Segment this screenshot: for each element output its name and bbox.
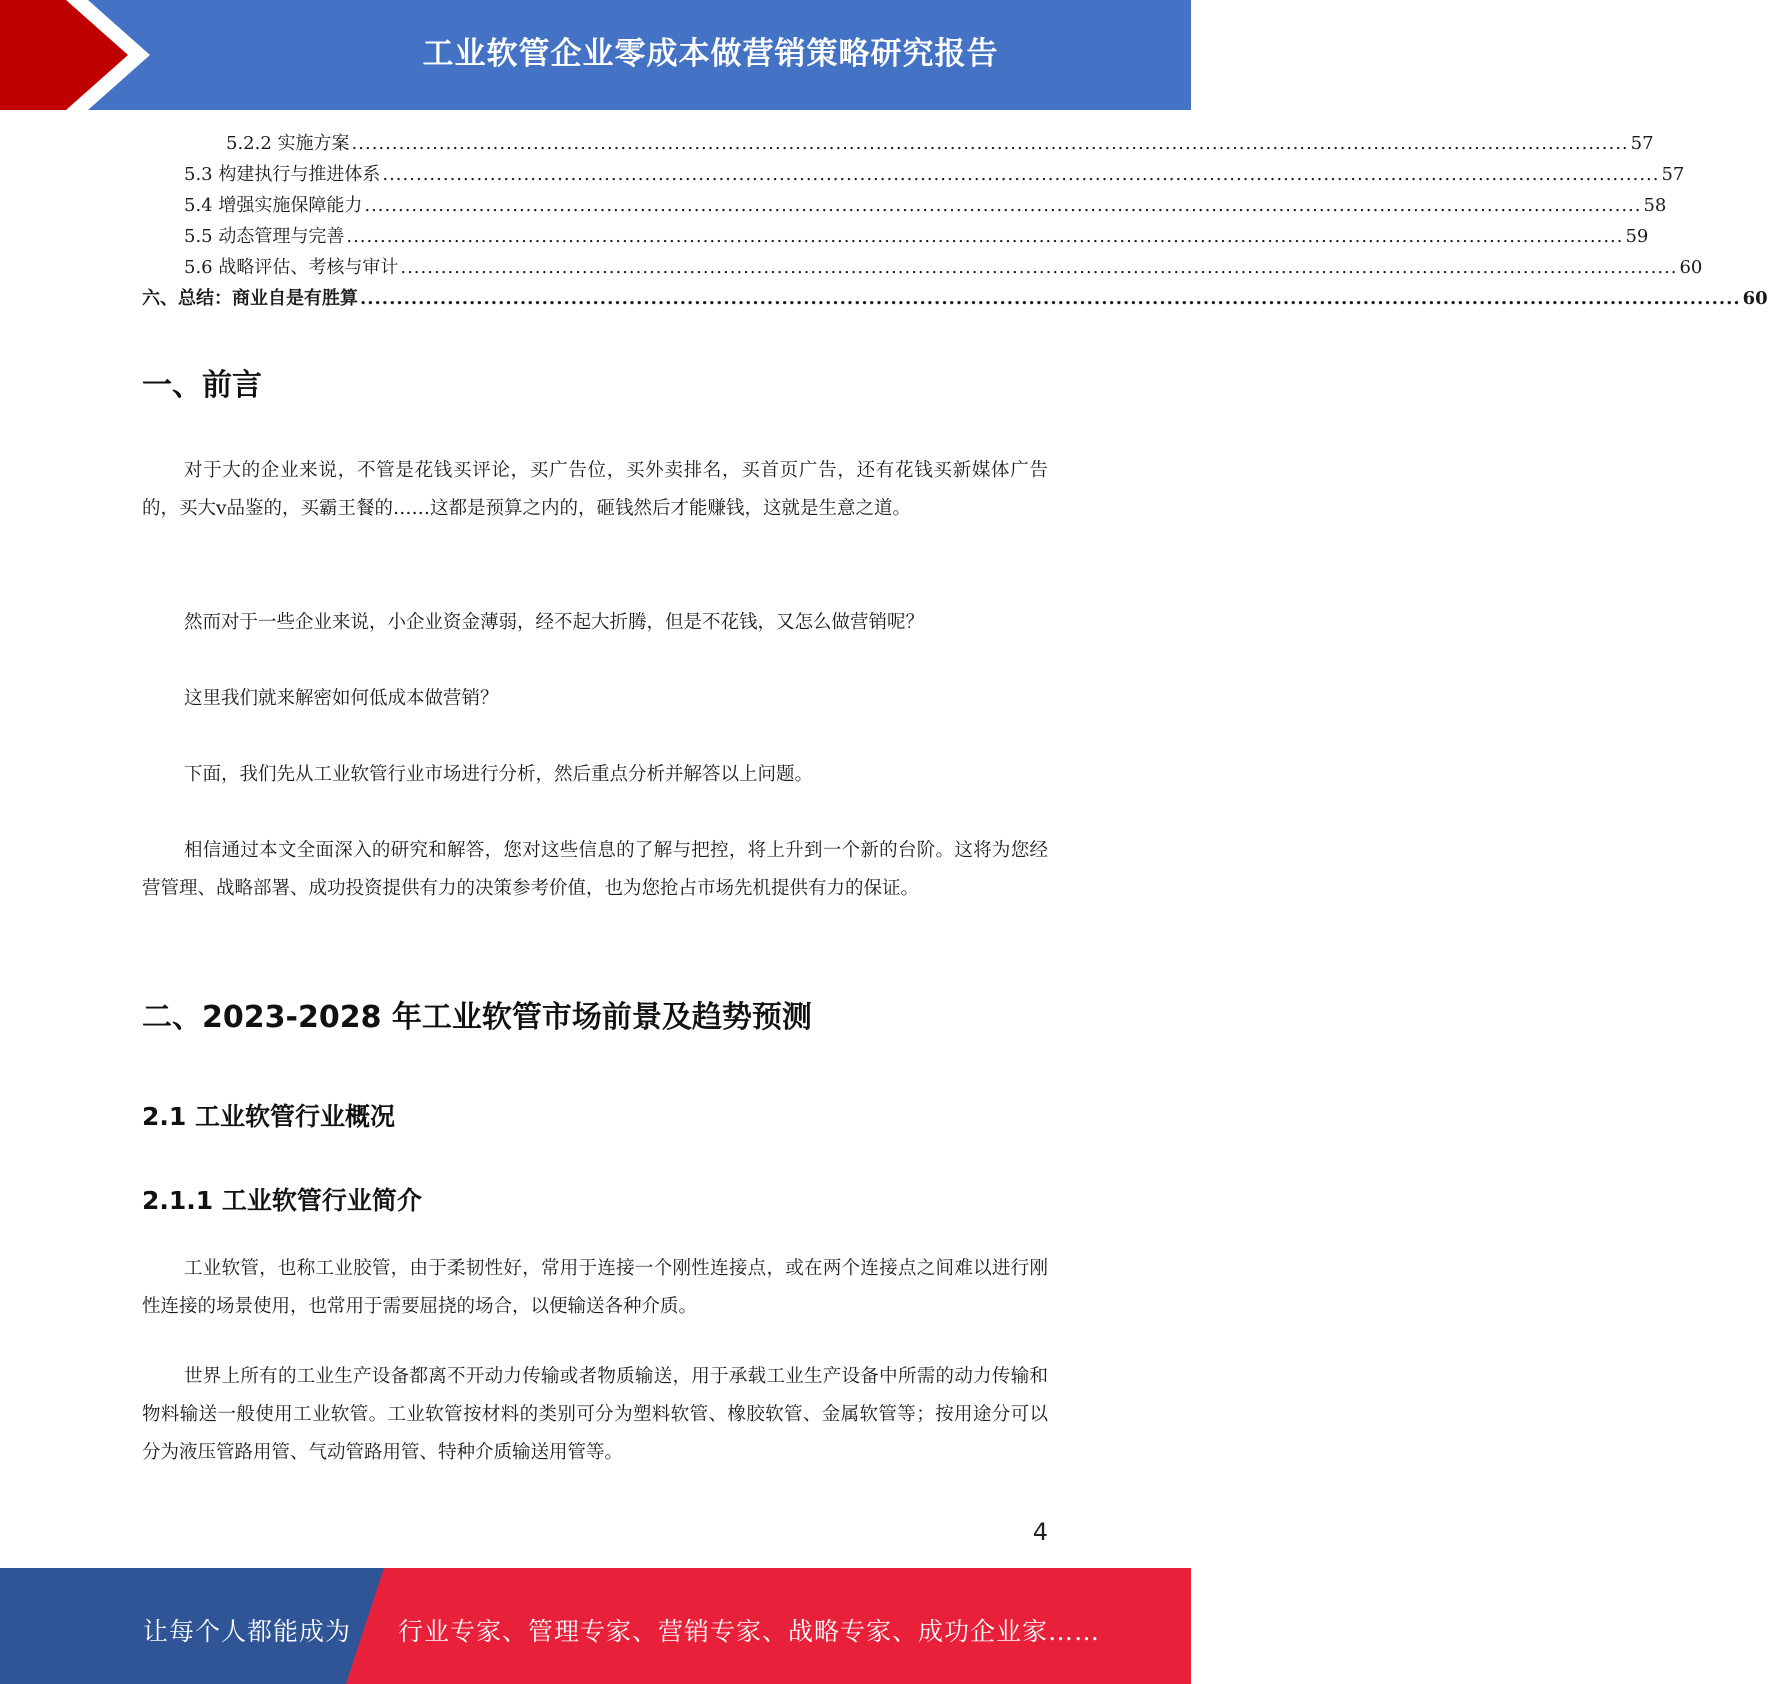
paragraph: 这里我们就来解密如何低成本做营销？ (184, 688, 499, 709)
toc-label: 5.2.2 实施方案 (226, 133, 350, 154)
toc-leader: .............................................................................................................................................................................................. (364, 195, 1642, 216)
toc-entry[interactable] (142, 284, 1768, 315)
section-heading-market-forecast: 二、2023-2028 年工业软管市场前景及趋势预测 (142, 1000, 812, 1035)
toc-leader: .............................................................................................................................................................................................. (360, 288, 1741, 309)
toc-label: 5.5 动态管理与完善 (184, 226, 345, 247)
red-chevron-icon (0, 0, 150, 110)
footer-slogan-right: 行业专家、管理专家、营销专家、战略专家、成功企业家…… (398, 1617, 1101, 1646)
toc-page: 60 (1679, 257, 1703, 278)
paragraph: 相信通过本文全面深入的研究和解答，您对这些信息的了解与把控，将上升到一个新的台阶。这将为您经营管理、战略部署、成功投资提供有力的决策参考价值，也为您抢占市场先机提供有力的保证。 (142, 840, 1048, 899)
toc-leader: .............................................................................................................................................................................................. (351, 133, 1629, 154)
section-heading-preface: 一、前言 (142, 368, 262, 403)
subsection-heading: 2.1 工业软管行业概况 (142, 1102, 395, 1131)
toc-leader: .............................................................................................................................................................................................. (346, 226, 1624, 247)
footer-slogan-left: 让每个人都能成为 (143, 1617, 352, 1646)
paragraph: 下面，我们先从工业软管行业市场进行分析，然后重点分析并解答以上问题。 (184, 764, 814, 785)
toc-entry[interactable] (142, 253, 1703, 284)
paragraph: 对于大的企业来说，不管是花钱买评论，买广告位，买外卖排名，买首页广告，还有花钱买新媒体广告的，买大v品鉴的，买霸王餐的……这都是预算之内的，砸钱然后才能赚钱，这就是生意之道。 (142, 460, 1048, 519)
toc-entry[interactable] (142, 129, 1654, 160)
toc-leader: .............................................................................................................................................................................................. (400, 257, 1678, 278)
paragraph: 工业软管，也称工业胶管，由于柔韧性好，常用于连接一个刚性连接点，或在两个连接点之间难以进行刚性连接的场景使用，也常用于需要屈挠的场合，以便输送各种介质。 (142, 1258, 1048, 1317)
toc-entry[interactable] (142, 191, 1667, 222)
toc-label: 5.3 构建执行与推进体系 (184, 164, 381, 185)
page-header (0, 0, 1191, 110)
toc-leader: .............................................................................................................................................................................................. (382, 164, 1660, 185)
page-footer (0, 1568, 1191, 1684)
toc-page: 59 (1625, 226, 1649, 247)
subsection-heading: 2.1.1 工业软管行业简介 (142, 1186, 422, 1215)
paragraph: 然而对于一些企业来说，小企业资金薄弱，经不起大折腾，但是不花钱，又怎么做营销呢？ (184, 612, 925, 633)
toc-entry[interactable] (142, 222, 1649, 253)
toc-label: 5.4 增强实施保障能力 (184, 195, 363, 216)
toc-page: 57 (1661, 164, 1685, 185)
toc-page: 58 (1643, 195, 1667, 216)
toc-entry[interactable] (142, 160, 1685, 191)
report-title: 工业软管企业零成本做营销策略研究报告 (422, 36, 999, 72)
toc-page: 57 (1630, 133, 1654, 154)
page-number: 4 (1032, 1518, 1048, 1546)
toc-page: 60 (1742, 288, 1768, 309)
paragraph: 世界上所有的工业生产设备都离不开动力传输或者物质输送，用于承载工业生产设备中所需的动力传输和物料输送一般使用工业软管。工业软管按材料的类别可分为塑料软管、橡胶软管、金属软管等；按用途分可以分为液压管路用管、气动管路用管、特种介质输送用管等。 (142, 1366, 1048, 1463)
toc-label: 六、总结：商业自是有胜算 (142, 288, 358, 309)
toc-label: 5.6 战略评估、考核与审计 (184, 257, 399, 278)
table-of-contents (142, 129, 1768, 315)
